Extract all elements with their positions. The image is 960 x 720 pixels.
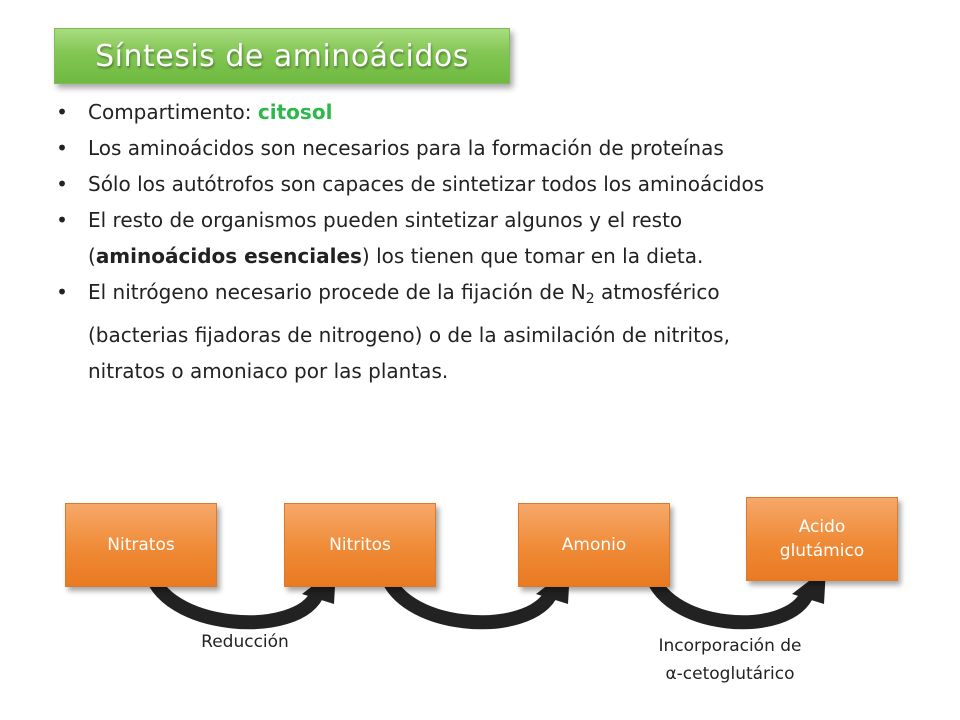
bullet-item: • Compartimento: citosol bbox=[56, 100, 333, 124]
page-title: Síntesis de aminoácidos bbox=[95, 38, 469, 74]
node-acido-glutamico: Acido glutámico bbox=[746, 497, 898, 581]
bullet-item: • El resto de organismos pueden sintetizar algunos y el resto (aminoácidos esenciales) los tienen que tomar en la dieta. bbox=[56, 208, 704, 268]
bullet-item: • Los aminoácidos son necesarios para la formación de proteínas bbox=[56, 136, 724, 160]
node-nitratos: Nitratos bbox=[65, 503, 217, 587]
label-incorporacion: Incorporación de α-cetoglutárico bbox=[658, 636, 802, 684]
node-amonio: Amonio bbox=[518, 503, 670, 587]
node-nitritos: Nitritos bbox=[284, 503, 436, 587]
essential-amino-acids: aminoácidos esenciales bbox=[95, 244, 362, 268]
bullet-item: • El nitrógeno necesario procede de la fijación de $N_2$ atmosférico (bacterias fijadoras de nitrogeno) o de la asimilación de nitritos, nitratos o amoniaco por las plantas. bbox=[56, 280, 730, 383]
bullet-item: • Sólo los autótrofos son capaces de sintetizar todos los aminoácidos bbox=[56, 172, 765, 196]
label-reduccion: Reducción bbox=[201, 632, 289, 652]
highlight-citosol: citosol bbox=[257, 100, 333, 124]
